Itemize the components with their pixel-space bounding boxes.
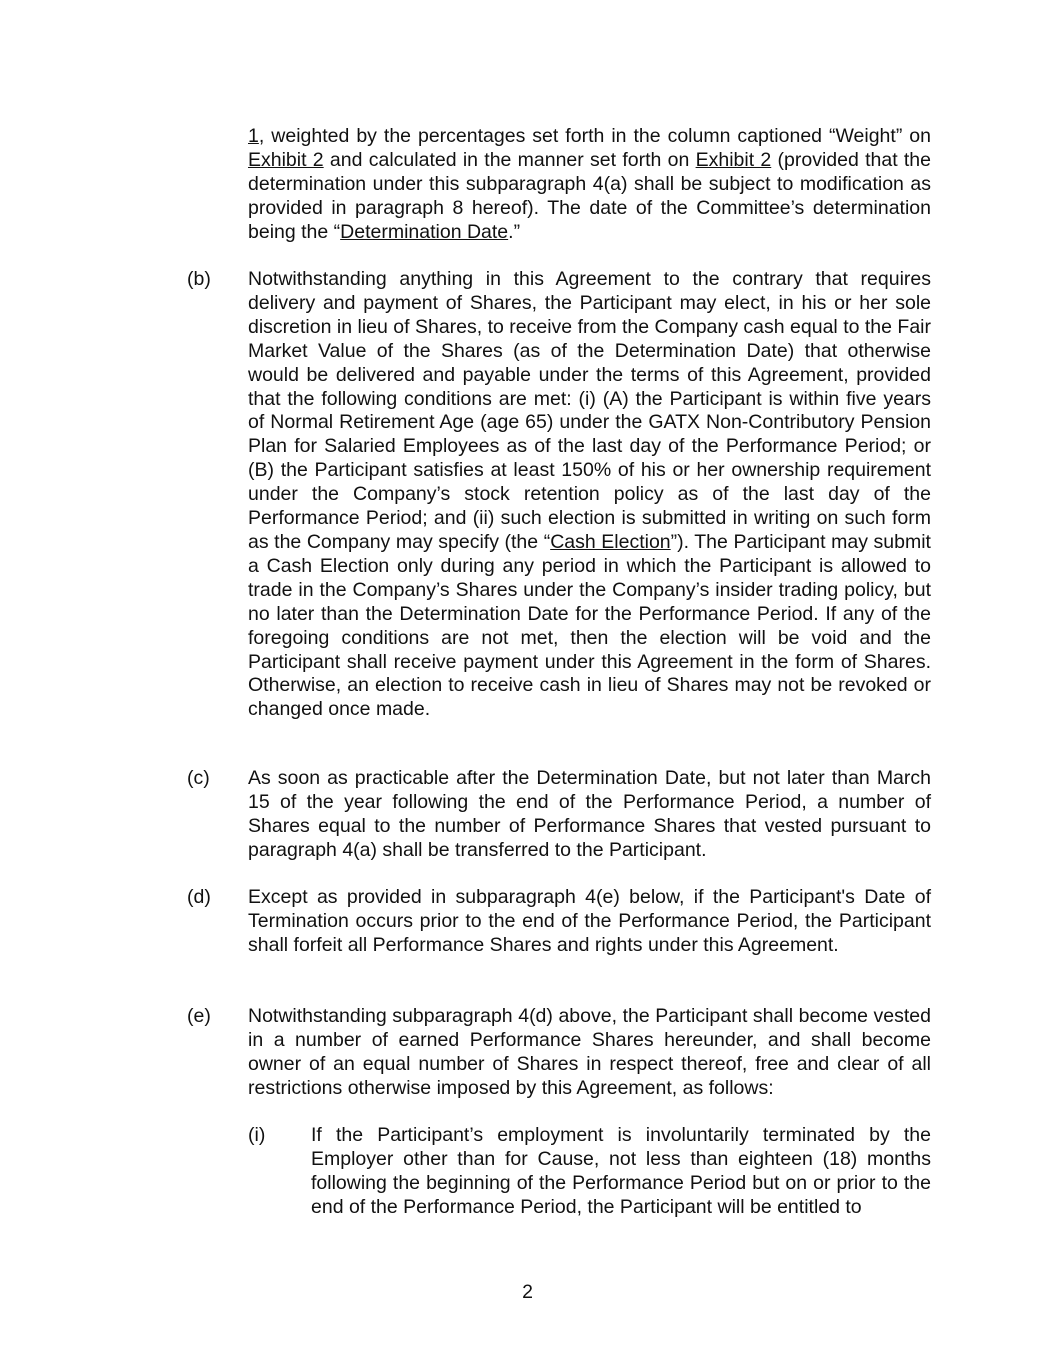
exhibit-2-reference: Exhibit 2 — [248, 148, 324, 171]
page-number: 2 — [522, 1281, 533, 1303]
subparagraph-e: Notwithstanding subparagraph 4(d) above, the Participant shall become vested in a number of earned Performance Shares hereunder, and shall become owner of an equal number of Shares in respect thereof, free and clear of all restrictions otherwise imposed by this Agreement, as follows: — [248, 1005, 931, 1099]
clause-label-e-i: (i) — [248, 1124, 266, 1146]
subparagraph-label-b: (b) — [187, 268, 211, 290]
defined-term-cash-election: Cash Election — [550, 530, 671, 553]
subparagraph-c: As soon as practicable after the Determination Date, but not later than March 15 of the year following the end of the Performance Period, a number of Shares equal to the number of Performance Shares that vested pursuant to paragraph 4(a) shall be transferred to the Participant. — [248, 767, 931, 861]
exhibit-2-reference: Exhibit 2 — [695, 148, 772, 171]
clause-e-i: If the Participant’s employment is involuntarily terminated by the Employer other than for Cause, not less than eighteen (18) months following the beginning of the Performance Period but on or prior to the end of the Performance Period, the Participant will be entitled to — [311, 1124, 931, 1218]
subparagraph-d: Except as provided in subparagraph 4(e) below, if the Participant's Date of Termination occurs prior to the end of the Performance Period, the Participant shall forfeit all Performance Shares and rights under this Agreement. — [248, 886, 931, 956]
subparagraph-label-e: (e) — [187, 1005, 211, 1027]
defined-term-determination-date: Determination Date — [340, 220, 509, 243]
exhibit-1-reference: 1 — [248, 125, 259, 147]
subparagraph-label-c: (c) — [187, 767, 210, 789]
continued-paragraph-4a: 1, weighted by the percentages set forth in the column captioned “Weight” on Exhibit 2 and calculated in the manner set forth on Exhibit 2 (provided that the determination under this subparagraph 4(a) shall be subject to modification as provided in paragraph 8 hereof). The date of the Committee’s determination being the “Determination Date.” — [248, 125, 931, 243]
subparagraph-b: Notwithstanding anything in this Agreement to the contrary that requires delivery and payment of Shares, the Participant may elect, in his or her sole discretion in lieu of Shares, to receive from the Company cash equal to the Fair Market Value of the Shares (as of the Determination Date) that otherwise would be delivered and payable under the terms of this Agreement, provided that the following conditions are met: (i) (A) the Participant is within five years of Normal Retirement Age (age 65) under the GATX Non-Contributory Pension Plan for Salaried Employees as of the last day of the Performance Period; or (B) the Participant satisfies at least 150% of his or her ownership requirement under the Company’s stock retention policy as of the last day of the Performance Period; and (ii) such election is submitted in writing on such form as the Company may specify (the “Cash Election”). The Participant may submit a Cash Election only during any period in which the Participant is allowed to trade in the Company’s Shares under the Company’s insider trading policy, but no later than the Determination Date for the Performance Period. If any of the foregoing conditions are not met, then the election will be void and the Participant shall receive payment under this Agreement in the form of Shares. Otherwise, an election to receive cash in lieu of Shares may not be revoked or changed once made. — [248, 268, 931, 721]
subparagraph-label-d: (d) — [187, 886, 211, 908]
